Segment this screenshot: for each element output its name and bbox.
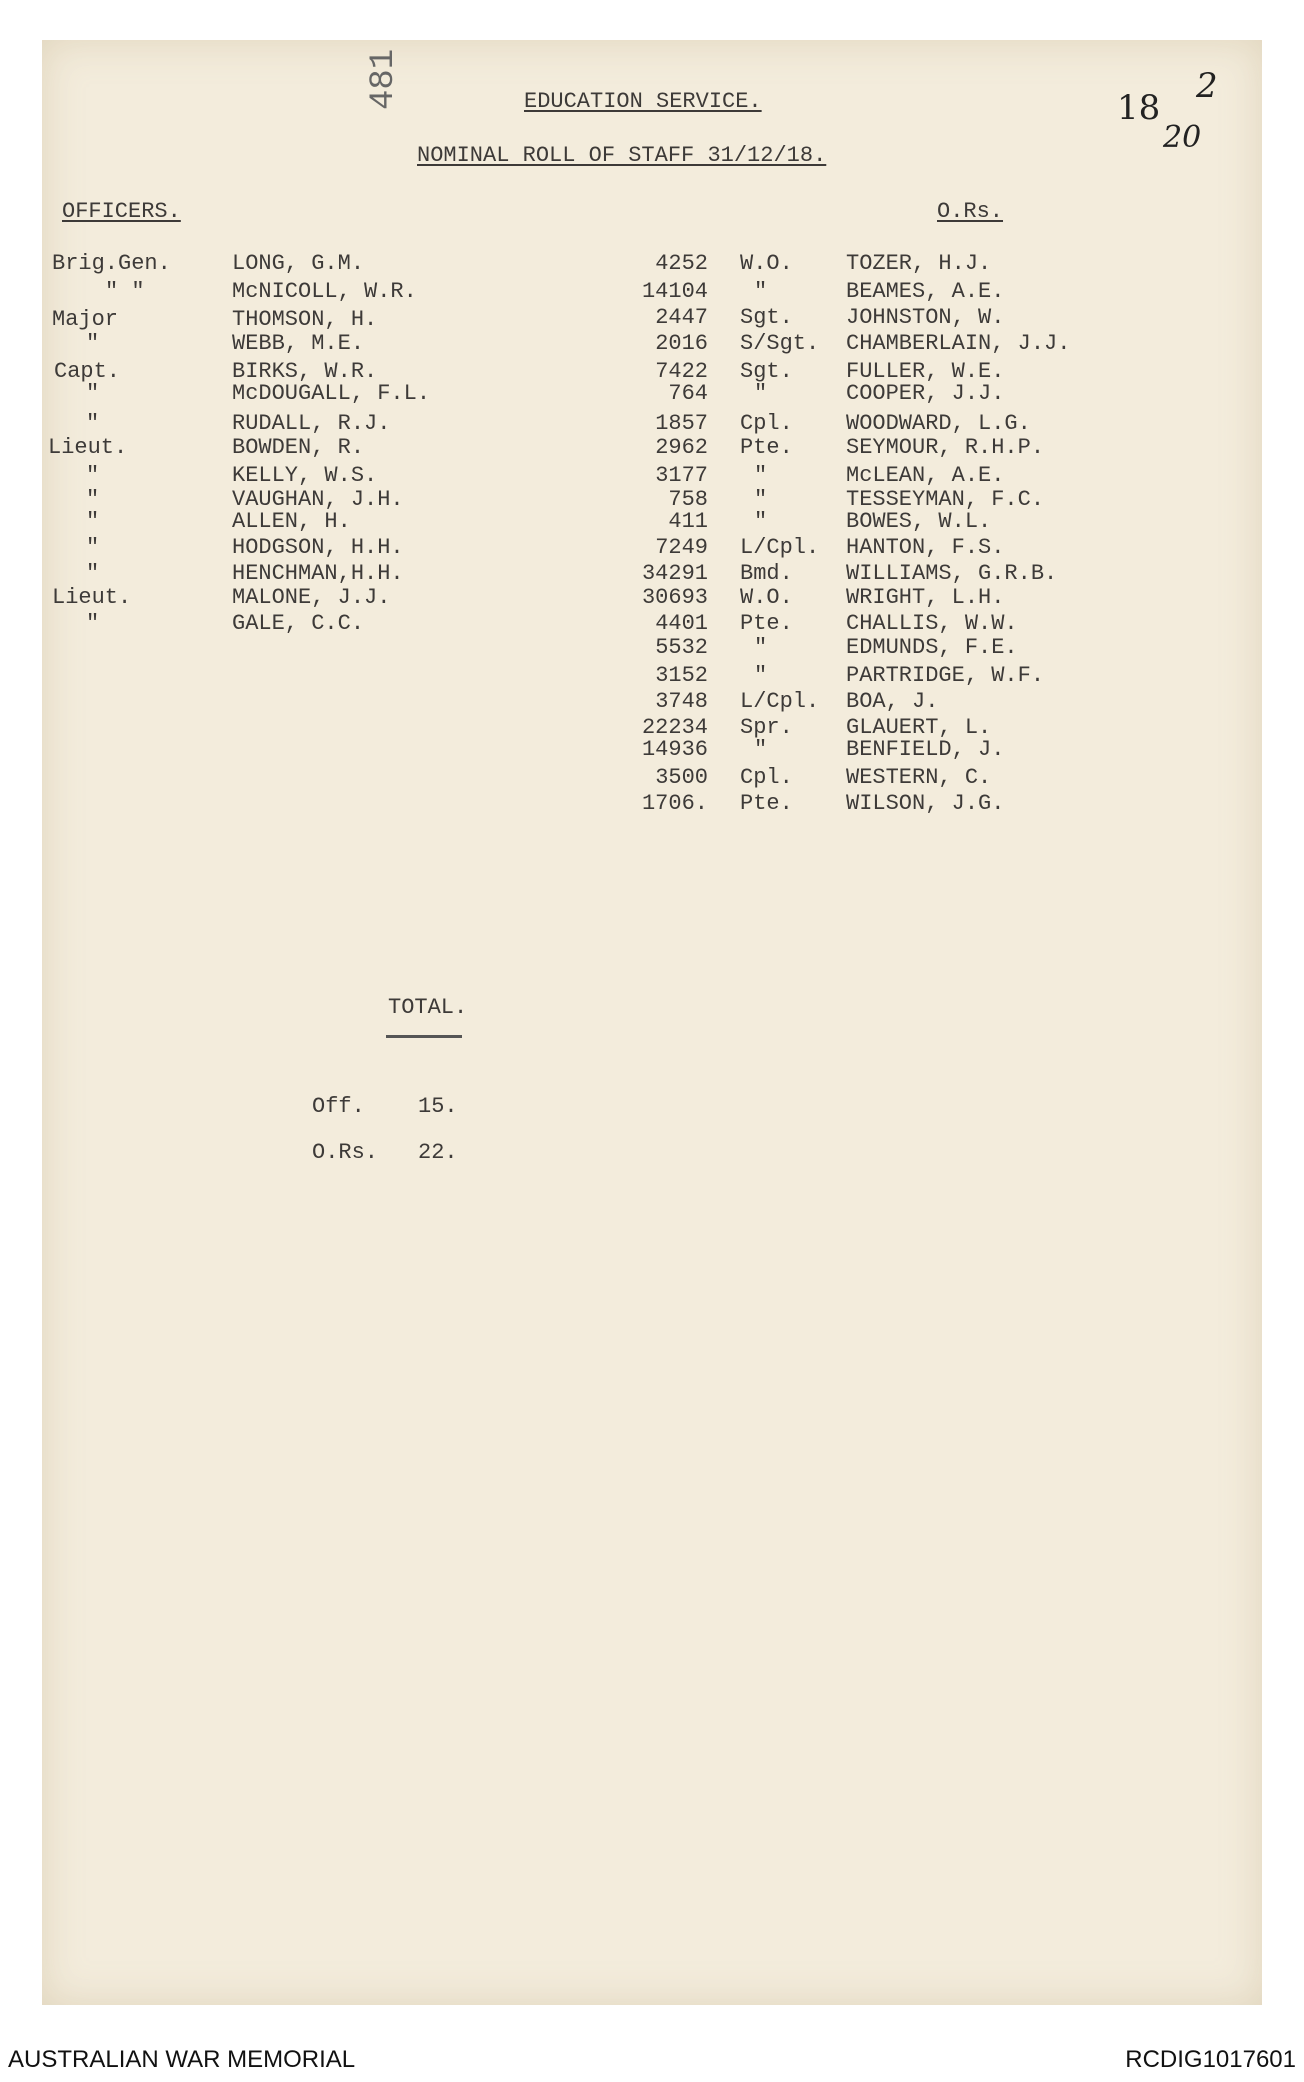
or-name: PARTRIDGE, W.F. [846, 663, 1045, 688]
or-service-number: 4401 [655, 611, 708, 636]
or-name: JOHNSTON, W. [846, 305, 1005, 330]
stamp-number: 481 [365, 48, 403, 110]
footer-archive-name: AUSTRALIAN WAR MEMORIAL [8, 2046, 356, 2073]
or-name: SEYMOUR, R.H.P. [846, 435, 1045, 460]
or-name: BEAMES, A.E. [846, 279, 1005, 304]
officer-name: McNICOLL, W.R. [232, 279, 417, 304]
or-name: BOWES, W.L. [846, 509, 992, 534]
or-rank: " [754, 509, 768, 534]
or-rank: Cpl. [740, 765, 793, 790]
folio-number: 18 [1117, 88, 1161, 128]
officer-rank: Brig.Gen. [52, 251, 171, 276]
or-name: TOZER, H.J. [846, 251, 992, 276]
or-service-number: 1857 [655, 411, 708, 436]
officer-rank: " [86, 561, 100, 586]
officer-rank: " [86, 463, 100, 488]
or-name: FULLER, W.E. [846, 359, 1005, 384]
officer-name: GALE, C.C. [232, 611, 365, 636]
or-rank: Pte. [740, 611, 793, 636]
or-rank: S/Sgt. [740, 331, 820, 356]
or-name: COOPER, J.J. [846, 381, 1005, 406]
other-ranks-heading: O.Rs. [937, 199, 1004, 224]
officer-name: THOMSON, H. [232, 307, 378, 332]
officer-name: RUDALL, R.J. [232, 411, 391, 436]
or-rank: L/Cpl. [740, 535, 820, 560]
officer-name: HENCHMAN,H.H. [232, 561, 404, 586]
or-name: BENFIELD, J. [846, 737, 1005, 762]
or-name: WILLIAMS, G.R.B. [846, 561, 1058, 586]
officer-rank: Lieut. [52, 585, 132, 610]
or-rank: Pte. [740, 435, 793, 460]
officer-name: MALONE, J.J. [232, 585, 391, 610]
officer-rank: " [86, 487, 100, 512]
officer-rank: " [86, 411, 100, 436]
or-name: CHAMBERLAIN, J.J. [846, 331, 1071, 356]
footer-record-id: RCDIG1017601 [1125, 2046, 1296, 2073]
or-service-number: 34291 [641, 561, 708, 586]
or-name: WRIGHT, L.H. [846, 585, 1005, 610]
officer-rank: Lieut. [48, 435, 128, 460]
document-title: EDUCATION SERVICE. [524, 89, 762, 114]
ors-total-label: O.Rs. [312, 1140, 379, 1165]
or-name: EDMUNDS, F.E. [846, 635, 1018, 660]
officer-rank: " [86, 381, 100, 406]
or-rank: " [754, 487, 768, 512]
officer-name: WEBB, M.E. [232, 331, 365, 356]
or-name: BOA, J. [846, 689, 939, 714]
or-service-number: 758 [668, 487, 708, 512]
folio-note-2: 20 [1163, 120, 1202, 155]
officer-rank: " " [105, 279, 145, 304]
totals-rule [386, 1035, 462, 1038]
officer-rank: Capt. [54, 359, 121, 384]
or-service-number: 2016 [655, 331, 708, 356]
officer-name: VAUGHAN, J.H. [232, 487, 404, 512]
officer-rank: " [86, 535, 100, 560]
or-service-number: 1706. [641, 791, 708, 816]
or-rank: Pte. [740, 791, 793, 816]
or-service-number: 5532 [655, 635, 708, 660]
officer-rank: Major [52, 307, 119, 332]
or-service-number: 14104 [641, 279, 708, 304]
or-rank: " [754, 737, 768, 762]
officers-heading: OFFICERS. [62, 199, 181, 224]
or-rank: Sgt. [740, 305, 793, 330]
or-rank: W.O. [740, 585, 793, 610]
or-rank: Sgt. [740, 359, 793, 384]
officer-name: KELLY, W.S. [232, 463, 378, 488]
or-service-number: 4252 [655, 251, 708, 276]
or-service-number: 7422 [655, 359, 708, 384]
totals-heading: TOTAL. [388, 995, 468, 1020]
or-rank: " [754, 635, 768, 660]
or-service-number: 22234 [641, 715, 708, 740]
or-rank: Bmd. [740, 561, 793, 586]
officers-total-value: 15. [418, 1094, 458, 1119]
or-name: WOODWARD, L.G. [846, 411, 1031, 436]
or-rank: " [754, 381, 768, 406]
or-service-number: 14936 [641, 737, 708, 762]
or-name: McLEAN, A.E. [846, 463, 1005, 488]
or-service-number: 3152 [655, 663, 708, 688]
officer-name: McDOUGALL, F.L. [232, 381, 431, 406]
officer-rank: " [86, 331, 100, 356]
or-name: HANTON, F.S. [846, 535, 1005, 560]
or-rank: L/Cpl. [740, 689, 820, 714]
or-name: TESSEYMAN, F.C. [846, 487, 1045, 512]
or-rank: " [754, 279, 768, 304]
officer-name: ALLEN, H. [232, 509, 351, 534]
document-subtitle: NOMINAL ROLL OF STAFF 31/12/18. [417, 143, 827, 168]
or-rank: W.O. [740, 251, 793, 276]
or-service-number: 3500 [655, 765, 708, 790]
or-service-number: 3177 [655, 463, 708, 488]
officer-name: BOWDEN, R. [232, 435, 365, 460]
officer-rank: " [86, 611, 100, 636]
or-name: GLAUERT, L. [846, 715, 992, 740]
or-service-number: 3748 [655, 689, 708, 714]
or-service-number: 764 [668, 381, 708, 406]
or-rank: " [754, 663, 768, 688]
officers-total-label: Off. [312, 1094, 365, 1119]
or-service-number: 2962 [655, 435, 708, 460]
officer-rank: " [86, 509, 100, 534]
folio-note: 2 [1196, 66, 1218, 106]
or-rank: " [754, 463, 768, 488]
ors-total-value: 22. [418, 1140, 458, 1165]
officer-name: LONG, G.M. [232, 251, 365, 276]
or-rank: Spr. [740, 715, 793, 740]
officer-name: BIRKS, W.R. [232, 359, 378, 384]
or-name: WILSON, J.G. [846, 791, 1005, 816]
officer-name: HODGSON, H.H. [232, 535, 404, 560]
or-service-number: 7249 [655, 535, 708, 560]
or-name: CHALLIS, W.W. [846, 611, 1018, 636]
or-rank: Cpl. [740, 411, 793, 436]
or-service-number: 2447 [655, 305, 708, 330]
or-service-number: 411 [668, 509, 708, 534]
or-name: WESTERN, C. [846, 765, 992, 790]
or-service-number: 30693 [641, 585, 708, 610]
